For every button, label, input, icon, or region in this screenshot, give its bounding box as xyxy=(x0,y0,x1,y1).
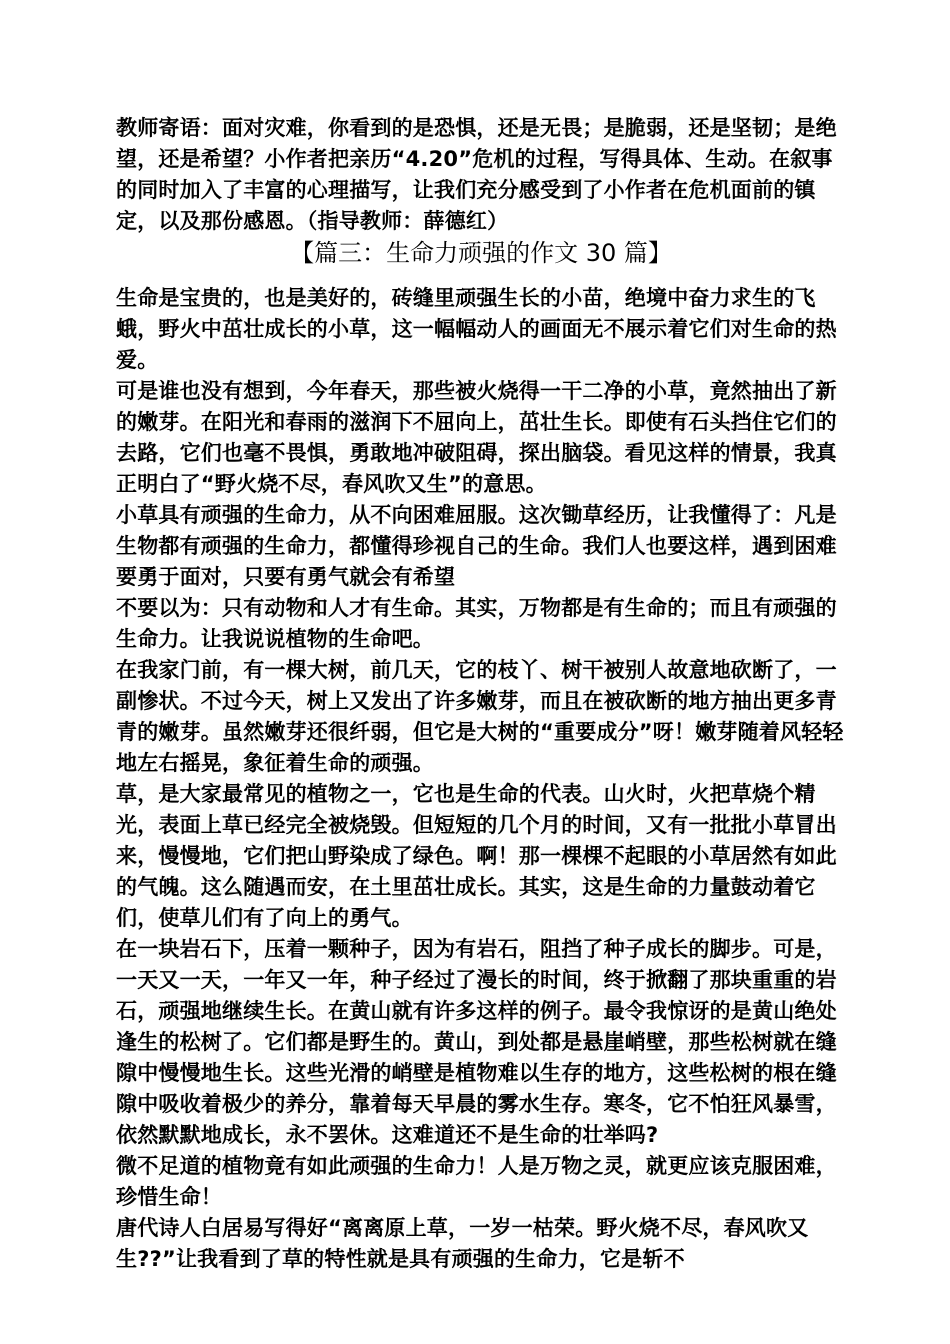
paragraph-2: 可是谁也没有想到，今年春天，那些被火烧得一干二净的小草，竟然抽出了新的嫩芽。在阳光和春雨的滋润下不屈向上，茁壮生长。即使有石头挡住它们的去路，它们也毫不畏惧，勇敢地冲破阻碍，探出脑袋。看见这样的情景，我真正明白了“野火烧不尽，春风吹又生”的意思。 xyxy=(116,379,837,496)
paragraph-9: 唐代诗人白居易写得好“离离原上草，一岁一枯荣。野火烧不尽，春风吹又生??”让我看到了草的特性就是具有顽强的生命力，它是斩不 xyxy=(116,1216,809,1271)
section-heading: 【篇三：生命力顽强的作文 30 篇】 xyxy=(290,239,672,267)
document-body xyxy=(116,113,846,1275)
teacher-comment: 教师寄语：面对灾难，你看到的是恐惧，还是无畏；是脆弱，还是坚韧；是绝望，还是希望？小作者把亲历“4.20”危机的过程，写得具体、生动。在叙事的同时加入了丰富的心理描写，让我们充分感受到了小作者在危机面前的镇定，以及那份感恩。（指导教师：薛德红） xyxy=(116,116,837,233)
paragraph-4: 不要以为：只有动物和人才有生命。其实，万物都是有生命的；而且有顽强的生命力。让我说说植物的生命吧。 xyxy=(116,596,837,651)
paragraph-1: 生命是宝贵的，也是美好的，砖缝里顽强生长的小苗，绝境中奋力求生的飞蛾，野火中茁壮成长的小草，这一幅幅动人的画面无不展示着它们对生命的热爱。 xyxy=(116,286,837,372)
paragraph-8: 微不足道的植物竟有如此顽强的生命力！人是万物之灵，就更应该克服困难，珍惜生命！ xyxy=(116,1154,837,1209)
paragraph-5: 在我家门前，有一棵大树，前几天，它的枝丫、树干被别人故意地砍断了，一副惨状。不过今天，树上又发出了许多嫩芽，而且在被砍断的地方抽出更多青青的嫩芽。虽然嫩芽还很纤弱，但它是大树的“重要成分”呀！嫩芽随着风轻轻地左右摇晃，象征着生命的顽强。 xyxy=(116,658,844,775)
paragraph-3: 小草具有顽强的生命力，从不向困难屈服。这次锄草经历，让我懂得了：凡是生物都有顽强的生命力，都懂得珍视自己的生命。我们人也要这样，遇到困难要勇于面对，只要有勇气就会有希望 xyxy=(116,503,837,589)
paragraph-7: 在一块岩石下，压着一颗种子，因为有岩石，阻挡了种子成长的脚步。可是，一天又一天，一年又一年，种子经过了漫长的时间，终于掀翻了那块重重的岩石，顽强地继续生长。在黄山就有许多这样的例子。最令我惊讶的是黄山绝处逢生的松树了。它们都是野生的。黄山，到处都是悬崖峭壁，那些松树就在缝隙中慢慢地生长。这些光滑的峭壁是植物难以生存的地方，这些松树的根在缝隙中吸收着极少的养分，靠着每天早晨的雾水生存。寒冬，它不怕狂风暴雪，依然默默地成长，永不罢休。这难道还不是生命的壮举吗? xyxy=(116,937,837,1147)
paragraph-6: 草，是大家最常见的植物之一，它也是生命的代表。山火时，火把草烧个精光，表面上草已经完全被烧毁。但短短的几个月的时间，又有一批批小草冒出来，慢慢地，它们把山野染成了绿色。啊！那一棵棵不起眼的小草居然有如此的气魄。这么随遇而安，在土里茁壮成长。其实，这是生命的力量鼓动着它们，使草儿们有了向上的勇气。 xyxy=(116,782,837,930)
